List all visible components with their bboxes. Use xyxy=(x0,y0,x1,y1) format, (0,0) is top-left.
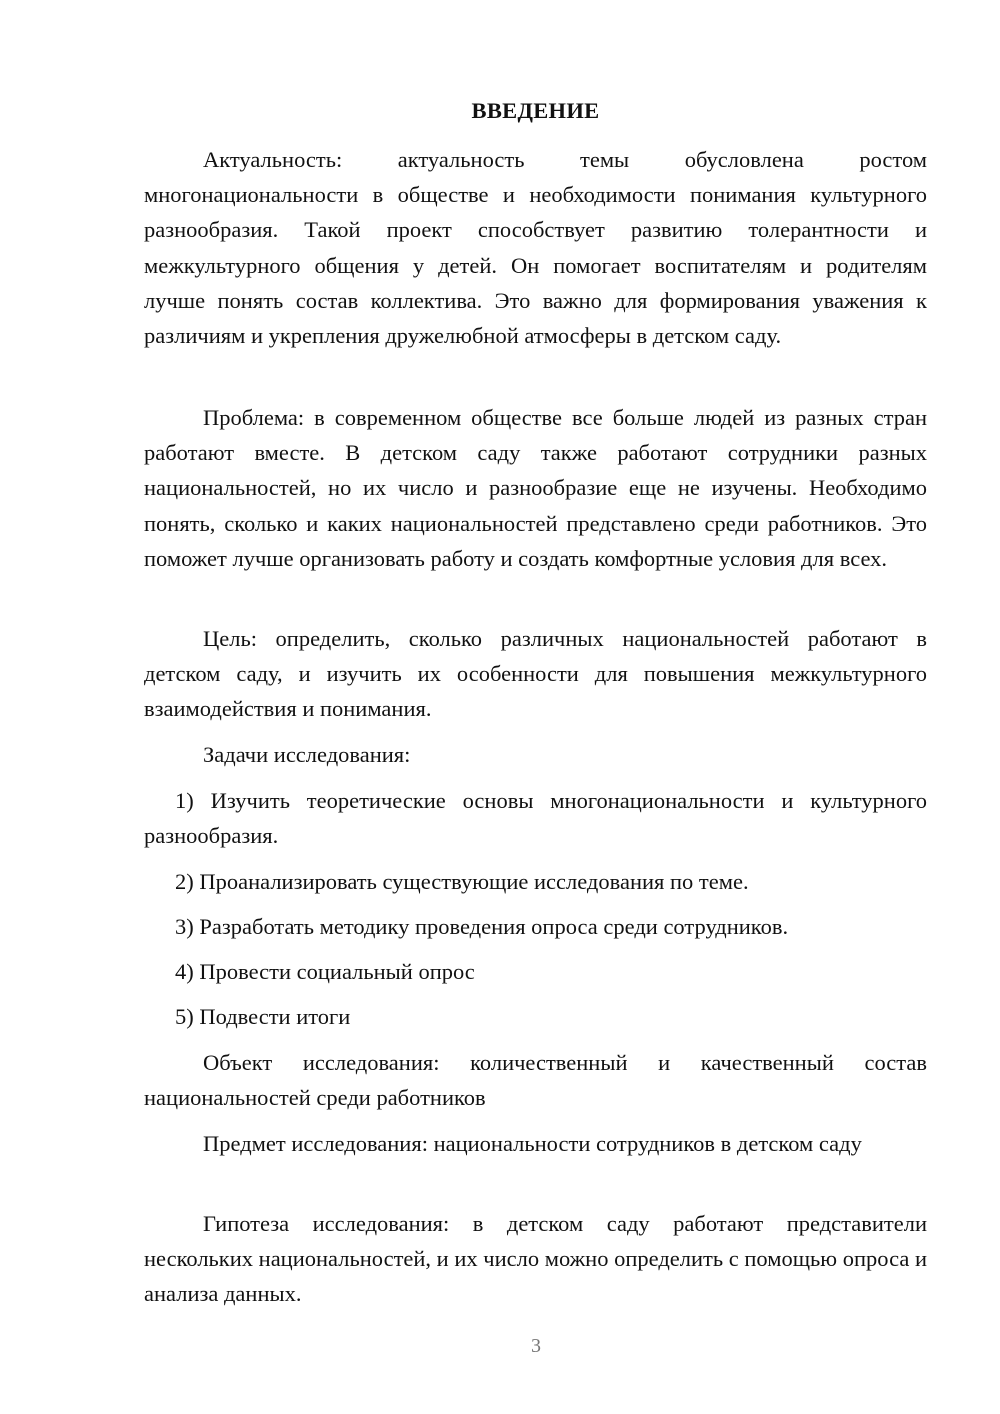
hypothesis-paragraph: Гипотеза исследования: в детском саду работают представители нескольких национальностей, и их число можно определить с помощью опроса и анализа данных. xyxy=(144,1211,927,1307)
task-item-4: 4) Провести социальный опрос xyxy=(175,959,475,984)
task-item-3: 3) Разработать методику проведения опроса среди сотрудников. xyxy=(175,914,789,939)
task-item-2: 2) Проанализировать существующие исследования по теме. xyxy=(175,869,749,894)
task-item-5: 5) Подвести итоги xyxy=(175,1004,351,1029)
section-heading: ВВЕДЕНИЕ xyxy=(471,98,600,123)
relevance-paragraph: Актуальность: актуальность темы обусловлена ростом многонациональности в обществе и необходимости понимания культурного разнообразия. Такой проект способствует развитию толерантности и межкультурного общения у детей. Он помогает воспитателям и родителям лучше понять состав коллектива. Это важно для формирования уважения к различиям и укрепления дружелюбной атмосферы в детском саду. xyxy=(144,147,927,349)
goal-paragraph: Цель: определить, сколько различных национальностей работают в детском саду, и изучить их особенности для повышения межкультурного взаимодействия и понимания. xyxy=(144,626,927,722)
subject-paragraph: Предмет исследования: национальности сотрудников в детском саду xyxy=(203,1131,862,1156)
problem-paragraph: Проблема: в современном обществе все больше людей из разных стран работают вместе. В детском саду также работают сотрудники разных национальностей, но их число и разнообразие еще не изучены. Необходимо понять, сколько и каких национальностей представлено среди работников. Это поможет лучше организовать работу и создать комфортные условия для всех. xyxy=(144,405,927,571)
object-paragraph: Объект исследования: количественный и качественный состав национальностей среди работников xyxy=(144,1050,927,1111)
page-number: 3 xyxy=(531,1335,541,1357)
task-item-1: 1) Изучить теоретические основы многонациональности и культурного разнообразия. xyxy=(144,788,927,849)
tasks-title: Задачи исследования: xyxy=(203,742,411,767)
